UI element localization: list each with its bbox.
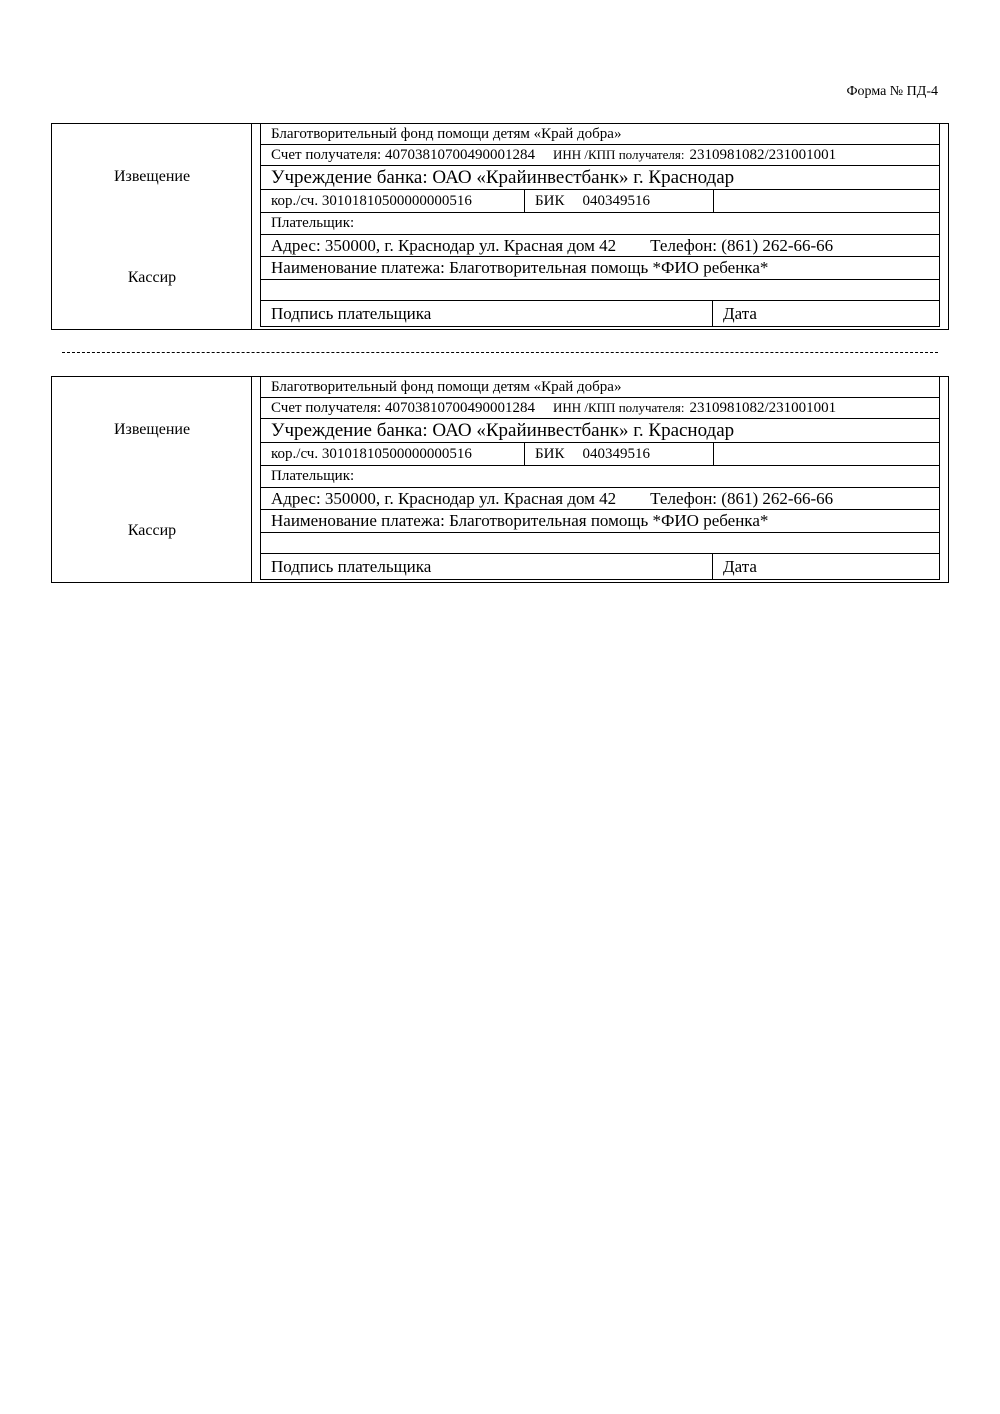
address-cell (261, 488, 833, 509)
payer-label: Плательщик: (271, 215, 355, 231)
payment-name-row (261, 510, 939, 533)
account-row (261, 145, 939, 166)
signature-row (261, 301, 939, 327)
recipient-name: Благотворительный фонд помощи детям «Край добра» (271, 125, 622, 142)
recipient-name: Благотворительный фонд помощи детям «Край добра» (271, 378, 622, 395)
notice-label: Извещение (113, 168, 191, 185)
recipient-account (261, 398, 836, 418)
phone: Телефон: (861) 262-66-66 (650, 488, 834, 508)
bik-cell (525, 190, 714, 212)
inn-label: ИНН /КПП получателя: (552, 400, 685, 415)
recipient-row (261, 377, 939, 398)
corr-account: кор./сч. 30101810500000000516 (261, 443, 525, 465)
payer-label: Плательщик: (271, 468, 355, 484)
bik-cell (525, 443, 714, 465)
payment-slip (51, 376, 949, 583)
bank-name: Учреждение банка: ОАО «Крайинвестбанк» г. Краснодар (271, 166, 735, 188)
payment-name: Наименование платежа: Благотворительная помощь *ФИО ребенка* (271, 258, 769, 277)
corr-account-row (261, 190, 939, 213)
bank-row (261, 419, 939, 443)
recipient-row (261, 124, 939, 145)
slip-left-column (52, 124, 252, 329)
cut-line (62, 352, 938, 353)
account-row (261, 398, 939, 419)
address: Адрес: 350000, г. Краснодар ул. Красная дом 42 (271, 488, 617, 508)
empty-cell (714, 190, 939, 212)
inn-label: ИНН /КПП получателя: (552, 147, 685, 162)
slip-details-grid (260, 124, 940, 327)
bik-value: 040349516 (582, 445, 650, 462)
recipient-account (261, 145, 836, 165)
empty-cell (714, 443, 939, 465)
address-row (261, 235, 939, 257)
notice-label: Извещение (113, 421, 191, 438)
blank-row (261, 533, 939, 554)
bank-name: Учреждение банка: ОАО «Крайинвестбанк» г. Краснодар (271, 419, 735, 441)
address-row (261, 488, 939, 510)
address-cell (261, 235, 833, 256)
corr-account-row (261, 443, 939, 466)
phone: Телефон: (861) 262-66-66 (650, 235, 834, 255)
cashier-label: Кассир (127, 269, 177, 286)
payment-slip (51, 123, 949, 330)
inn-value: 2310981082/231001001 (689, 399, 837, 416)
bik-label: БИК (535, 445, 565, 462)
signature-row (261, 554, 939, 580)
cashier-label: Кассир (127, 522, 177, 539)
payment-name: Наименование платежа: Благотворительная помощь *ФИО ребенка* (271, 511, 769, 530)
corr-account: кор./сч. 30101810500000000516 (261, 190, 525, 212)
payer-row (261, 466, 939, 488)
bik-value: 040349516 (582, 192, 650, 209)
payer-signature: Подпись плательщика (261, 301, 713, 327)
blank-row (261, 280, 939, 301)
form-number: Форма № ПД-4 (846, 84, 938, 99)
bik-label: БИК (535, 192, 565, 209)
bank-row (261, 166, 939, 190)
inn-value: 2310981082/231001001 (689, 146, 837, 163)
slip-details-grid (260, 377, 940, 580)
date-label: Дата (723, 557, 757, 576)
address: Адрес: 350000, г. Краснодар ул. Красная дом 42 (271, 235, 617, 255)
account-label: Счет получателя: 40703810700490001284 (271, 146, 535, 163)
account-label: Счет получателя: 40703810700490001284 (271, 399, 535, 416)
payer-signature: Подпись плательщика (261, 554, 713, 580)
slip-left-column (52, 377, 252, 582)
payment-name-row (261, 257, 939, 280)
date-label: Дата (723, 304, 757, 323)
payer-row (261, 213, 939, 235)
